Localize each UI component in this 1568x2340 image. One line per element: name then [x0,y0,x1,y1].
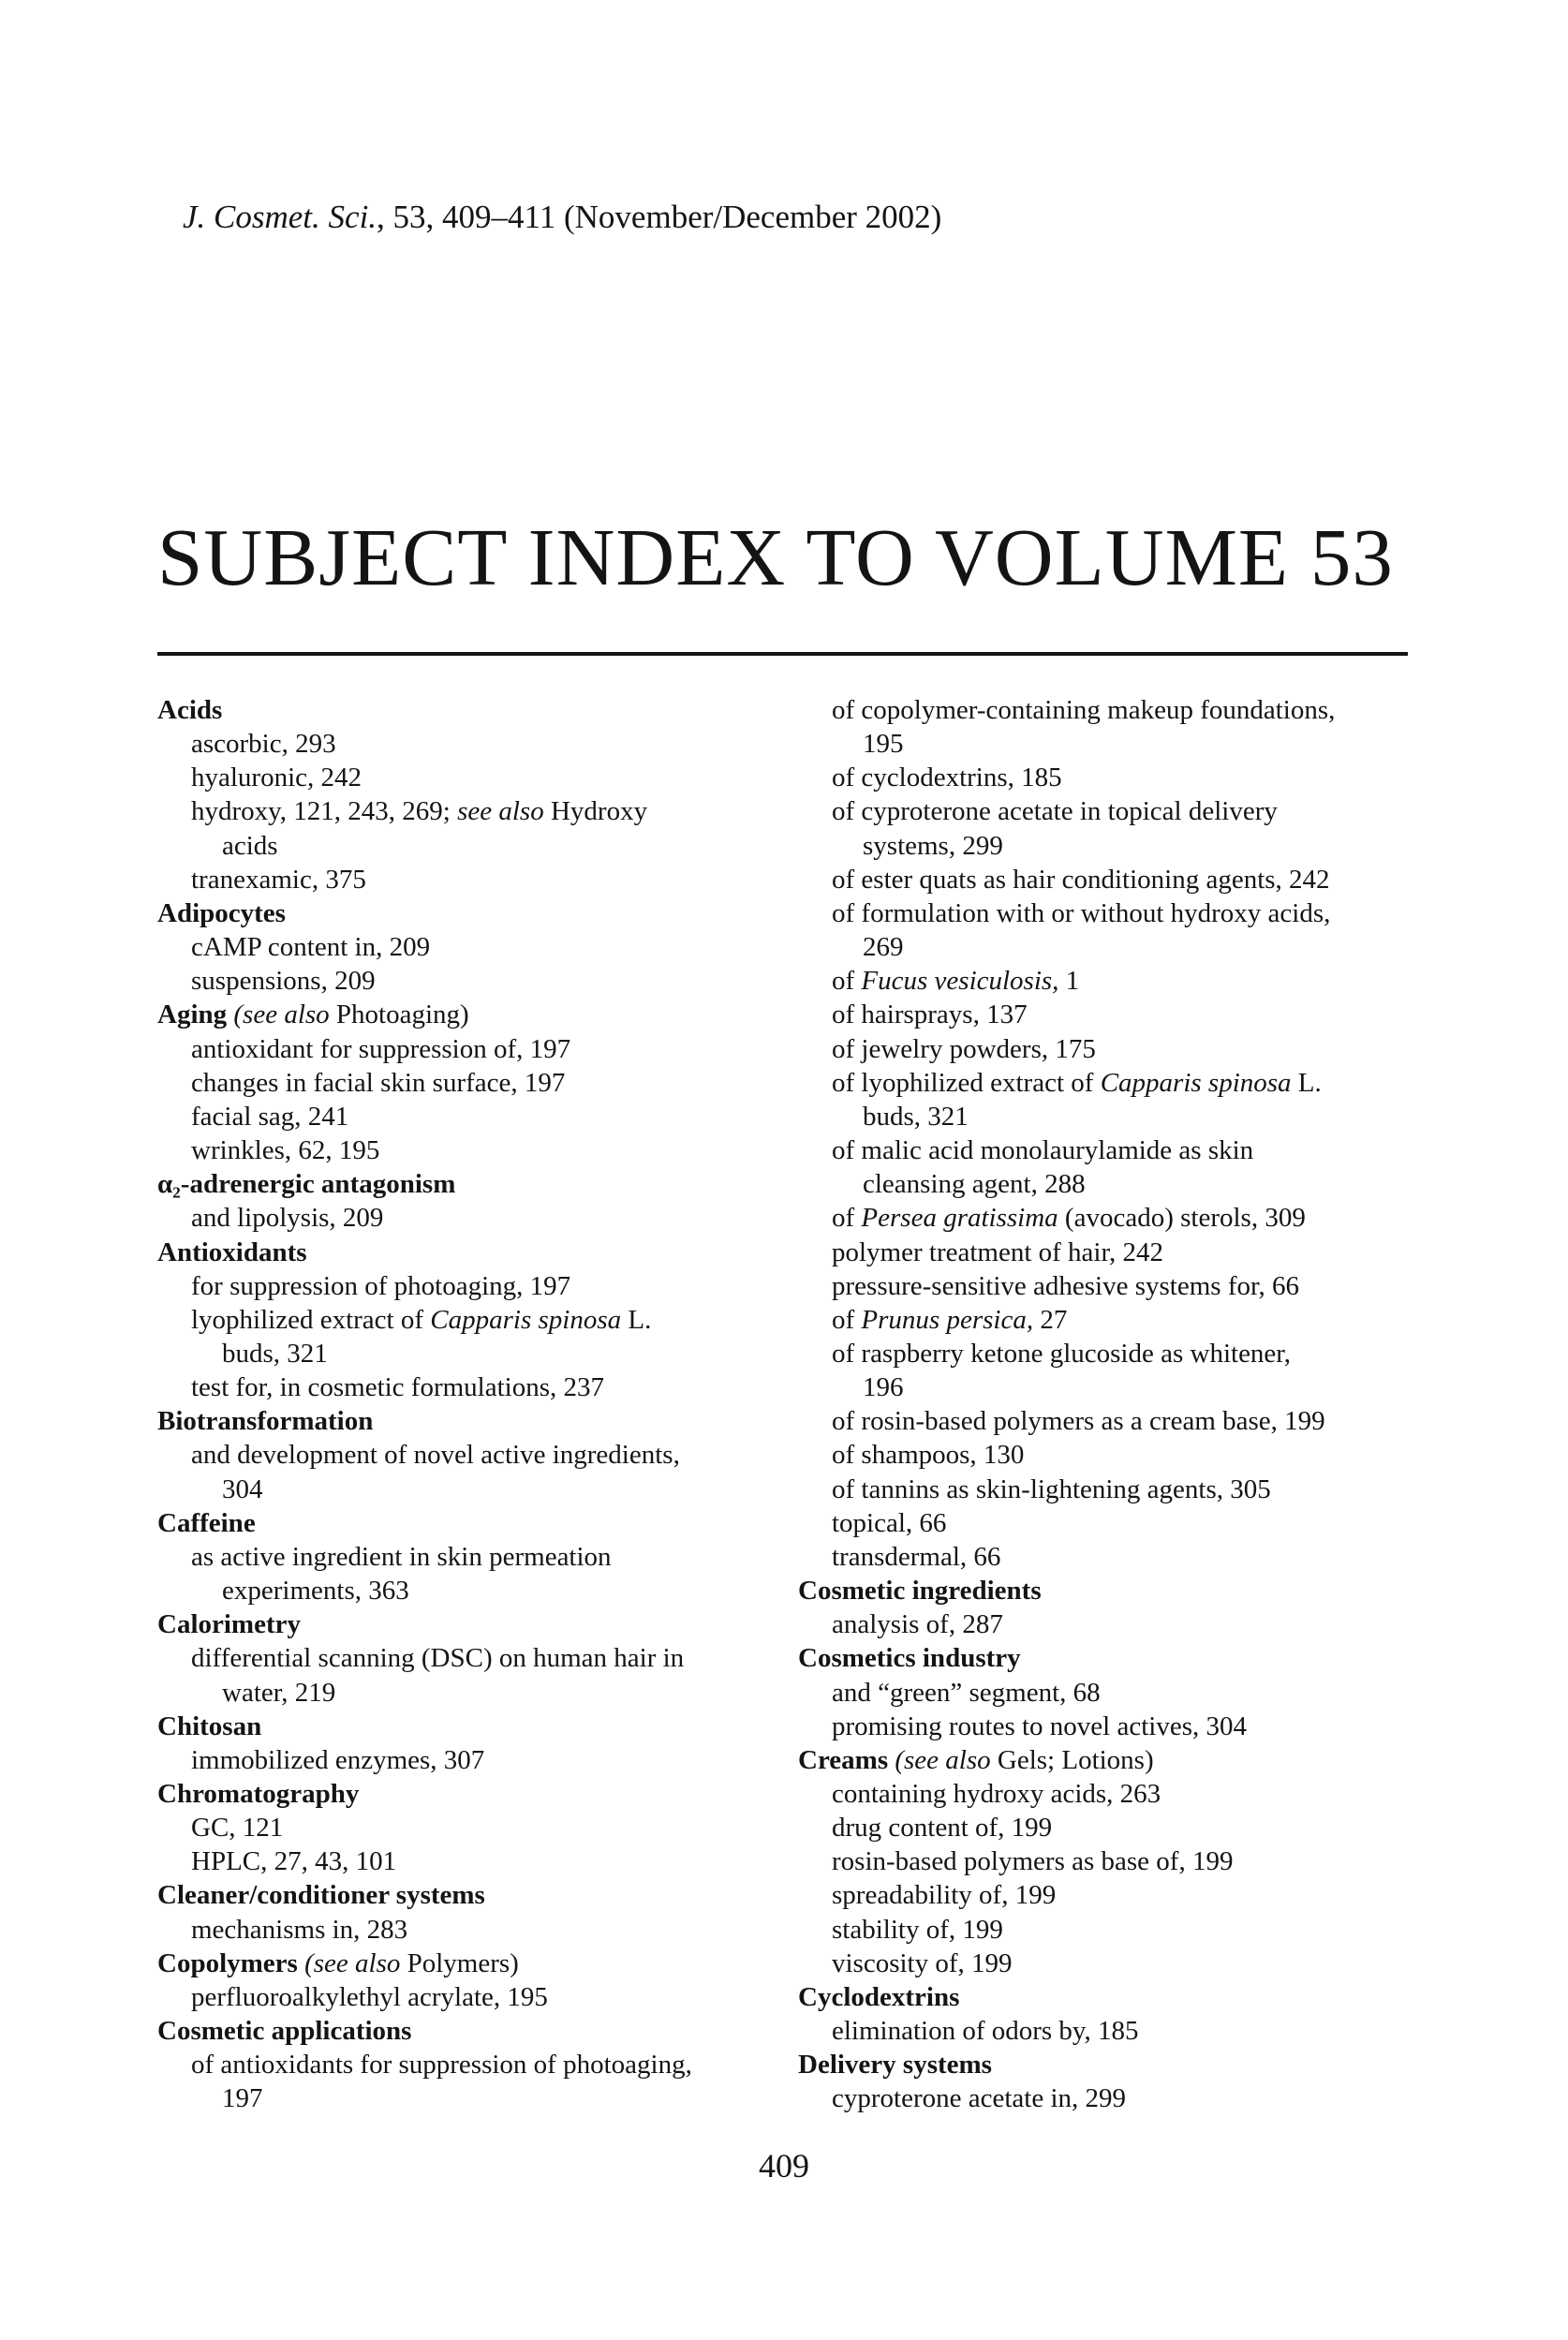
entry-text: HPLC, 27, 43, 101 [191,1846,397,1877]
index-continuation [157,829,776,863]
entry-text: antioxidant for suppression of, 197 [191,1033,571,1064]
entry-text: systems, 299 [863,830,1003,861]
index-subentry [798,1506,1416,1540]
entry-text: mechanisms in, 283 [191,1914,408,1945]
index-subentry [798,964,1416,998]
entry-text: of copolymer-containing makeup foundations, [832,695,1336,725]
entry-text: drug content of, 199 [832,1813,1053,1844]
entry-text: of ester quats as hair conditioning agents, 242 [832,864,1330,895]
entry-text: acids [222,830,278,861]
entry-text: of jewelry powders, 175 [832,1033,1096,1064]
entry-text: elimination of odors by, 185 [832,2016,1139,2047]
index-continuation [798,930,1416,964]
title-rule [157,652,1408,656]
entry-text: Delivery systems [798,2050,992,2081]
index-continuation [798,829,1416,863]
index-subentry [157,1370,776,1404]
entry-text: as active ingredient in skin permeation [191,1541,612,1572]
entry-text: 304 [222,1474,263,1504]
index-column-right [798,693,1416,2116]
index-subentry [798,1337,1416,1370]
entry-text: 196 [863,1372,904,1403]
entry-text: 197 [222,2083,263,2114]
entry-text: Chromatography [157,1779,360,1809]
entry-italic-text: Capparis spinosa [430,1304,622,1335]
entry-text: wrinkles, 62, 195 [191,1135,380,1166]
entry-text: hydroxy, 121, 243, 269; [191,796,458,827]
entry-text: of hairsprays, 137 [832,1000,1028,1030]
index-continuation [798,1370,1416,1404]
entry-text: Calorimetry [157,1609,301,1640]
entry-text: of malic acid monolaurylamide as skin [832,1135,1254,1166]
entry-text: and lipolysis, 209 [191,1203,384,1234]
entry-text: water, 219 [222,1677,336,1708]
entry-text: of rosin-based polymers as a cream base, 199 [832,1406,1325,1437]
index-subentry [157,727,776,761]
index-continuation [157,1473,776,1506]
entry-text: pressure-sensitive adhesive systems for, 66 [832,1270,1299,1301]
index-continuation [798,1100,1416,1133]
index-continuation [157,1574,776,1607]
page-title: SUBJECT INDEX TO VOLUME 53 [157,511,1394,602]
index-subentry [798,2081,1416,2115]
index-subentry [798,1473,1416,1506]
index-subentry [798,761,1416,794]
journal-citation [183,197,941,238]
index-subentry [798,1269,1416,1303]
index-continuation [157,1337,776,1370]
index-column-left [157,693,776,2116]
index-subentry [798,1947,1416,1980]
index-subentry [798,693,1416,727]
index-subentry [157,1540,776,1574]
index-subentry [157,1100,776,1133]
entry-italic-text: Prunus persica, [861,1304,1034,1335]
entry-italic-text: Persea gratissima [861,1203,1058,1234]
entry-text: Chitosan [157,1711,262,1741]
entry-text-after: L. [1291,1067,1322,1098]
entry-text: facial sag, 241 [191,1101,349,1132]
entry-italic-text: (see also [304,1948,401,1978]
index-subentry [798,998,1416,1031]
entry-text: and “green” segment, 68 [832,1677,1101,1708]
index-subentry [798,1811,1416,1844]
entry-text: cAMP content in, 209 [191,932,431,963]
index-subentry [157,964,776,998]
index-subentry [157,1913,776,1947]
entry-text: cyproterone acetate in, 299 [832,2083,1127,2114]
index-subentry [157,1201,776,1235]
index-subentry [798,1913,1416,1947]
index-subentry [157,2048,776,2081]
entry-text: Cosmetic applications [157,2016,412,2047]
index-heading [157,1777,776,1811]
entry-text: immobilized enzymes, 307 [191,1744,485,1775]
entry-text: promising routes to novel actives, 304 [832,1711,1247,1741]
entry-text: polymer treatment of hair, 242 [832,1237,1163,1267]
index-heading [798,1574,1416,1607]
index-subentry [798,794,1416,828]
index-subentry [798,1540,1416,1574]
index-heading [798,2048,1416,2081]
entry-text: stability of, 199 [832,1914,1003,1945]
entry-text: for suppression of photoaging, 197 [191,1270,571,1301]
index-subentry [157,794,776,828]
entry-text: Aging [157,1000,234,1030]
index-heading [798,1980,1416,2014]
entry-text-after: 1 [1058,966,1080,997]
index-heading [157,1236,776,1269]
index-subentry [798,1133,1416,1167]
entry-text: viscosity of, 199 [832,1948,1013,1978]
entry-text: Creams [798,1744,895,1775]
entry-text: of [832,966,862,997]
entry-text: Biotransformation [157,1406,374,1437]
entry-text-after: Photoaging) [329,1000,469,1030]
entry-text: Antioxidants [157,1237,307,1267]
index-heading [157,693,776,727]
entry-text: of [832,1203,862,1234]
index-subentry [798,1607,1416,1641]
index-continuation [157,1676,776,1710]
entry-text-after: 27 [1033,1304,1068,1335]
entry-text-after: L. [621,1304,652,1335]
journal-name: J. Cosmet. Sci. [183,199,377,235]
entry-text: test for, in cosmetic formulations, 237 [191,1372,605,1403]
entry-text: containing hydroxy acids, 263 [832,1779,1161,1809]
entry-text: spreadability of, 199 [832,1880,1057,1911]
entry-text: rosin-based polymers as base of, 199 [832,1846,1234,1877]
entry-italic-text: (see also [895,1744,991,1775]
entry-text: of antioxidants for suppression of photoaging, [191,2050,692,2081]
entry-text: of tannins as skin-lightening agents, 305 [832,1474,1271,1504]
entry-text-after: Gels; Lotions) [990,1744,1154,1775]
entry-text: GC, 121 [191,1813,284,1844]
entry-text: 269 [863,932,904,963]
entry-text: experiments, 363 [222,1576,409,1607]
entry-text: tranexamic, 375 [191,864,366,895]
index-subentry [157,1133,776,1167]
entry-italic-text: Fucus vesiculosis, [861,966,1059,997]
index-subentry [157,1811,776,1844]
entry-italic-text: (see also [233,1000,330,1030]
index-heading [798,1641,1416,1675]
index-subentry [798,896,1416,930]
index-subentry [157,1641,776,1675]
entry-text: of cyclodextrins, 185 [832,763,1062,793]
index-subentry [157,930,776,964]
index-subentry [798,1878,1416,1912]
index-subentry [798,1066,1416,1100]
entry-text: buds, 321 [222,1338,328,1369]
index-heading [798,1743,1416,1777]
index-continuation [798,727,1416,761]
entry-text: buds, 321 [863,1101,969,1132]
entry-text: of shampoos, 130 [832,1440,1025,1471]
index-subentry [157,1269,776,1303]
index-continuation [157,2081,776,2115]
index-subentry [798,863,1416,896]
index-subentry [798,1438,1416,1472]
index-subentry [157,1303,776,1337]
index-subentry [157,1032,776,1066]
entry-text: α₂-adrenergic antagonism [157,1169,456,1200]
entry-text: 195 [863,729,904,760]
index-heading [157,1710,776,1743]
index-subentry [157,1438,776,1472]
index-continuation [798,1167,1416,1201]
entry-text: analysis of, 287 [832,1609,1003,1640]
index-heading [157,1506,776,1540]
entry-italic-text: see also [457,796,544,827]
entry-text: of lyophilized extract of [832,1067,1101,1098]
index-subentry [798,1710,1416,1743]
entry-text: cleansing agent, 288 [863,1169,1086,1200]
index-subentry [798,1844,1416,1878]
entry-text-after: Polymers) [400,1948,519,1978]
entry-text: suspensions, 209 [191,966,376,997]
entry-text: lyophilized extract of [191,1304,431,1335]
entry-text: ascorbic, 293 [191,729,336,760]
entry-text-after: (avocado) sterols, 309 [1058,1203,1306,1234]
index-heading [157,1947,776,1980]
index-subentry [157,1066,776,1100]
entry-text: Caffeine [157,1507,256,1538]
entry-text: Cosmetics industry [798,1643,1021,1674]
entry-text: of formulation with or without hydroxy acids, [832,897,1331,928]
index-heading [157,998,776,1031]
index-subentry [798,1777,1416,1811]
entry-text: of raspberry ketone glucoside as whitener, [832,1338,1292,1369]
entry-italic-text: Capparis spinosa [1100,1067,1292,1098]
entry-text: of [832,1304,862,1335]
index-subentry [157,1980,776,2014]
entry-text: Cyclodextrins [798,1981,960,2012]
page-number: 409 [759,2147,809,2184]
entry-text: Copolymers [157,1948,305,1978]
entry-text-after: Hydroxy [543,796,648,827]
entry-text: of cyproterone acetate in topical delivery [832,796,1278,827]
index-subentry [157,1743,776,1777]
entry-text: perfluoroalkylethyl acrylate, 195 [191,1981,548,2012]
entry-text: and development of novel active ingredients, [191,1440,680,1471]
entry-text: differential scanning (DSC) on human hair in [191,1643,685,1674]
citation-details: , 53, 409–411 (November/December 2002) [377,199,942,235]
entry-text: topical, 66 [832,1507,947,1538]
index-subentry [798,1404,1416,1438]
entry-text: Cleaner/conditioner systems [157,1880,485,1911]
index-subentry [798,1032,1416,1066]
index-heading [157,1607,776,1641]
index-subentry [157,863,776,896]
entry-text: transdermal, 66 [832,1541,1001,1572]
index-heading [157,1878,776,1912]
entry-text: Acids [157,695,223,725]
index-heading [157,2014,776,2048]
entry-text: changes in facial skin surface, 197 [191,1067,566,1098]
entry-text: Adipocytes [157,897,286,928]
index-heading [157,896,776,930]
index-subentry [157,1844,776,1878]
index-subentry [798,1303,1416,1337]
entry-text: hyaluronic, 242 [191,763,362,793]
index-subentry [798,1201,1416,1235]
entry-text: Cosmetic ingredients [798,1576,1042,1607]
index-subentry [798,1236,1416,1269]
index-heading [157,1404,776,1438]
index-heading [157,1167,776,1201]
index-subentry [798,1676,1416,1710]
index-subentry [798,2014,1416,2048]
index-subentry [157,761,776,794]
